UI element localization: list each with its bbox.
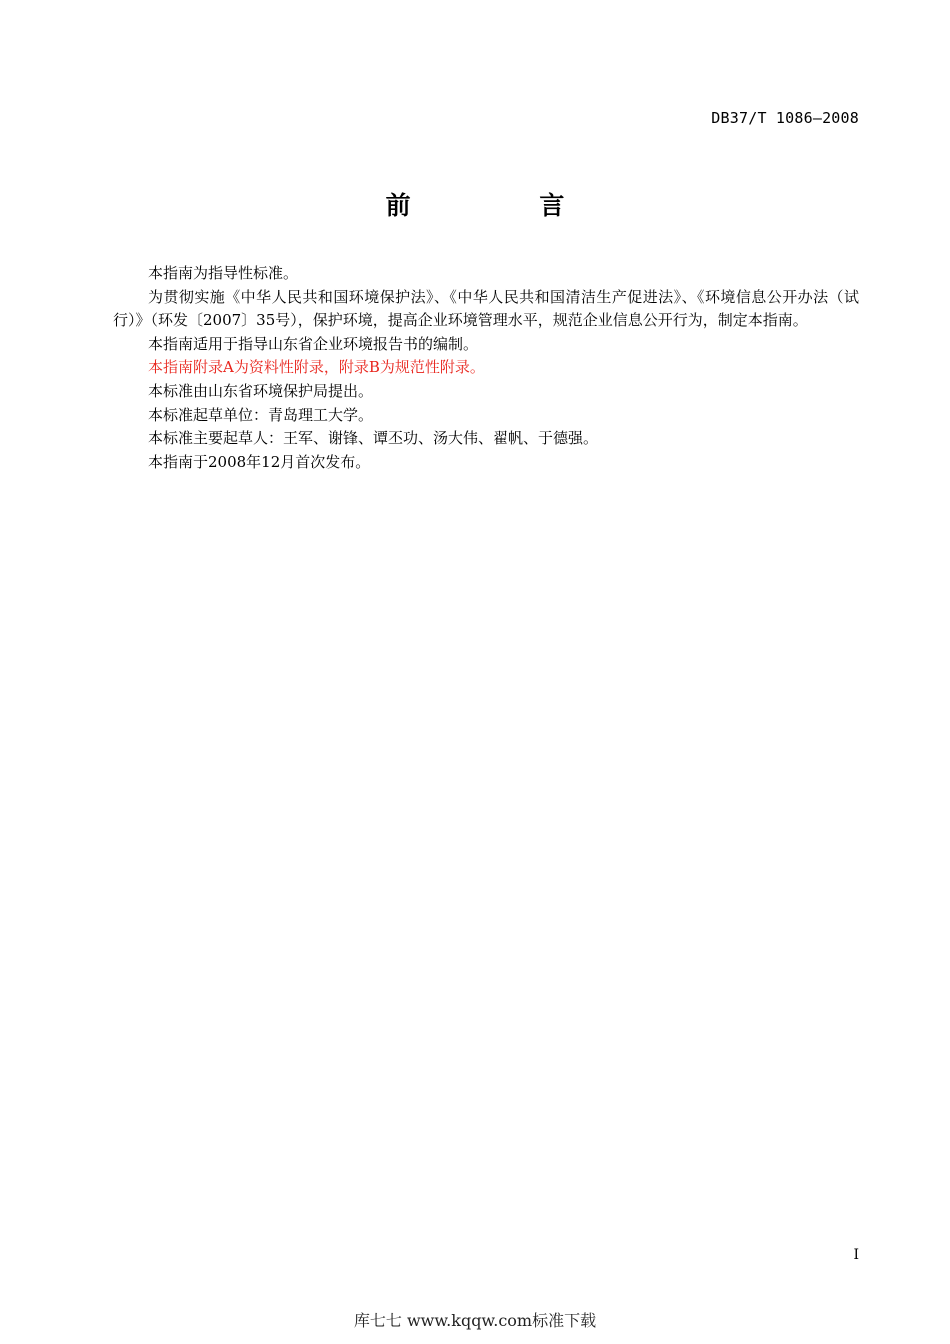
paragraph-scope: 本指南适用于指导山东省企业环境报告书的编制。 <box>148 334 479 353</box>
paragraph-proposer: 本标准由山东省环境保护局提出。 <box>148 381 374 400</box>
document-code: DB37/T 1086—2008 <box>711 109 859 127</box>
paragraph-legal-basis: 为贯彻实施《中华人民共和国环境保护法》、《中华人民共和国清洁生产促进法》、《环境信息公开办法（试行）》（环发〔2007〕35号），保护环境，提高企业环境管理水平，规范企业信息公开行为，制定本指南。 <box>113 287 859 330</box>
page-number: I <box>853 1247 859 1263</box>
paragraph-drafters: 本标准主要起草人：王军、谢锋、谭丕功、汤大伟、翟帆、于德强。 <box>148 429 599 448</box>
paragraph-drafting-unit: 本标准起草单位：青岛理工大学。 <box>148 405 374 424</box>
paragraph-release-date: 本指南于2008年12月首次发布。 <box>148 452 371 471</box>
page-title: 前 言 <box>385 191 625 220</box>
foreword-body <box>113 262 859 474</box>
paragraph-standard-type: 本指南为指导性标准。 <box>148 264 299 282</box>
paragraph-appendix-note: 本指南附录A为资料性附录，附录B为规范性附录。 <box>148 358 485 377</box>
watermark: 库七七 www.kqqw.com标准下载 <box>353 1311 597 1330</box>
